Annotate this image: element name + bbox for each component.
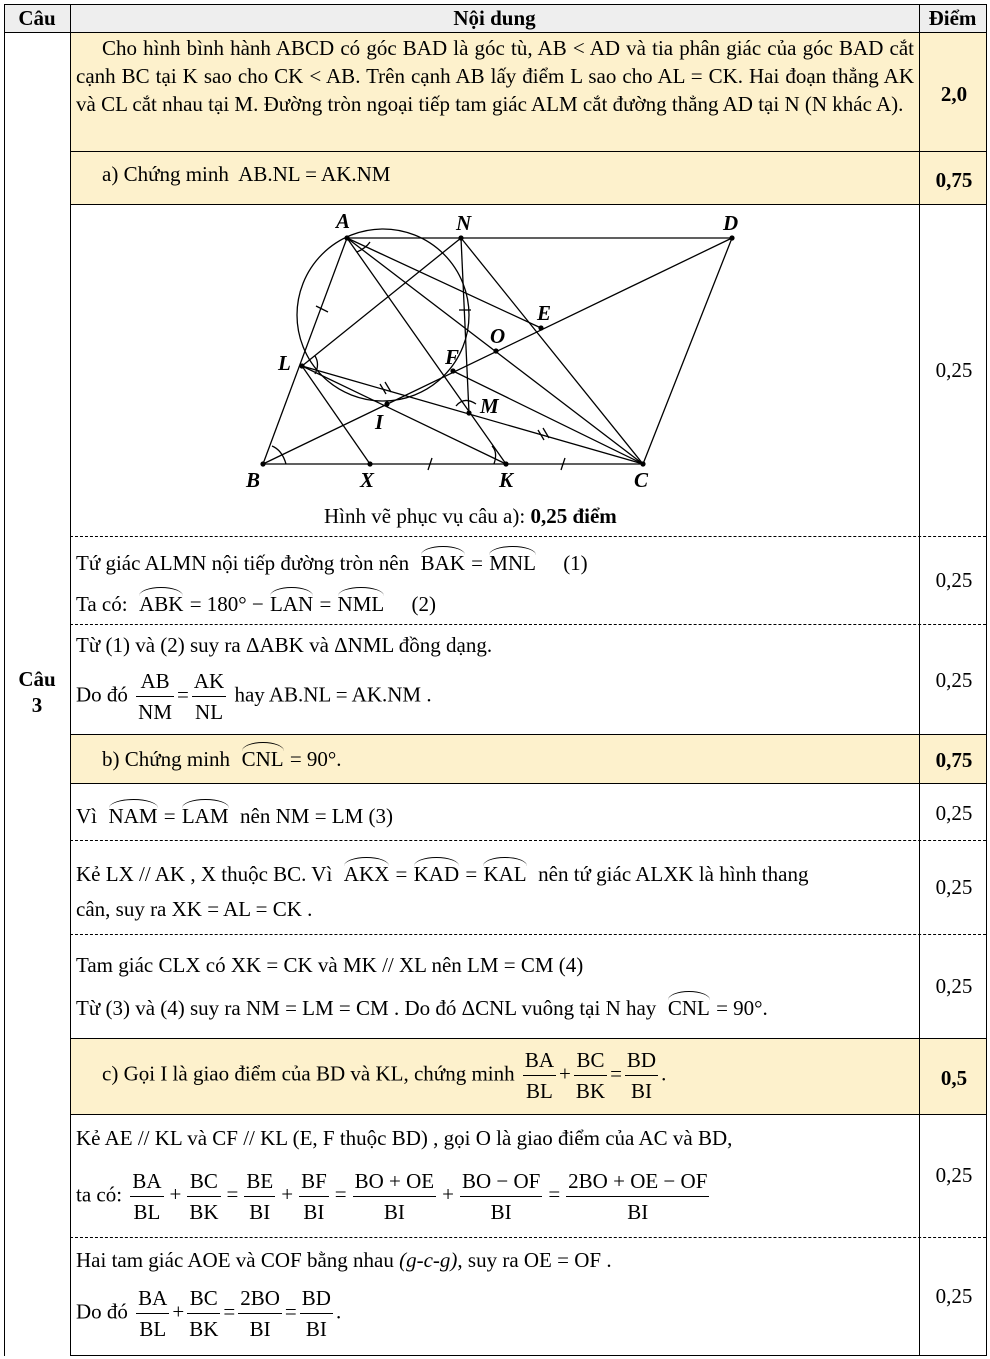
angle-AKX: AKX: [343, 862, 390, 886]
grid-col1: [70, 4, 71, 1356]
s4-end: .: [335, 1299, 342, 1324]
dot-I: [384, 401, 389, 406]
part-a-s1-eq: =: [471, 551, 484, 575]
figure-caption-text: Hình vẽ phục vụ câu a):: [324, 504, 526, 528]
part-a-step2-line2: [76, 666, 432, 727]
dot-E: [538, 325, 543, 330]
part-b-s1-eq: =: [163, 804, 176, 828]
figure-caption: [324, 502, 617, 530]
label-N: N: [456, 211, 472, 235]
part-c-s3-text: Hai tam giác AOE và COF bằng nhau: [76, 1248, 394, 1272]
title-end: .: [661, 1061, 667, 1086]
chain-fraction: $\frac{BC}{BK}$: [187, 1166, 220, 1227]
part-a-title-formula: AB.NL = AK.NM: [238, 162, 391, 186]
dot-D: [729, 235, 734, 240]
part-b-step2-line1: [76, 860, 808, 888]
angle-MNL: MNL: [489, 551, 536, 575]
label-I: I: [375, 410, 384, 434]
op-eq-2: =: [223, 1299, 236, 1324]
part-a-s2-tag: (2): [411, 592, 436, 616]
part-c-step2-line2: [76, 1283, 341, 1344]
angle-mark-M: [456, 400, 476, 406]
frac-2BO-BI: $\frac{2BO}{BI}$: [238, 1283, 282, 1344]
part-a-s1-text: Tứ giác ALMN nội tiếp đường tròn nên: [76, 551, 410, 575]
part-a-s2-eq: =: [319, 592, 332, 616]
fraction-chain: [127, 1169, 712, 1224]
part-b-points: 0,75: [935, 748, 973, 772]
part-b-step3-line2: [76, 994, 768, 1022]
op-eq-3: =: [284, 1299, 297, 1324]
part-b-s2-eq2: =: [465, 862, 478, 886]
angle-KAD: KAD: [413, 862, 460, 886]
part-b-step1: [76, 802, 393, 830]
dot-F: [450, 368, 455, 373]
dot-L: [299, 363, 304, 368]
dash-sep-5: [70, 1237, 986, 1238]
part-a-step1-points: 0,25: [935, 568, 973, 592]
frac-BD-BI-2: $\frac{BD}{BI}$: [300, 1283, 333, 1344]
geometry-figure: [220, 206, 780, 496]
part-b-s1-text: Vì: [76, 804, 97, 828]
dash-sep-4: [70, 934, 986, 935]
row-sep-problem: [70, 151, 986, 152]
problem-points: 2,0: [940, 82, 968, 106]
chain-operator: +: [281, 1182, 294, 1207]
part-c-title-text: c) Gọi I là giao điểm của BD và KL, chứng minh: [102, 1061, 515, 1086]
header-points: Điểm: [928, 6, 977, 30]
angle-mark-B: [272, 446, 286, 464]
row-sep-part-b-top: [70, 734, 986, 735]
frac-AK-NL: $\frac{AK}{NL}$: [192, 666, 226, 727]
part-a-step2-line1: Từ (1) và (2) suy ra ΔABK và ΔNML đồng dạng.: [76, 633, 493, 657]
grid-col2: [919, 4, 920, 1356]
label-B: B: [246, 468, 261, 492]
op-plus-2: +: [172, 1299, 185, 1324]
dash-sep-3: [70, 840, 986, 841]
part-c-s4-text: Do đó: [76, 1299, 128, 1324]
dot-X: [367, 461, 372, 466]
part-c-step2-line1: [76, 1246, 612, 1274]
part-c-s3-italic: (g-c-g): [399, 1248, 458, 1272]
part-b-step2-points: 0,25: [935, 875, 973, 899]
label-D: D: [723, 211, 739, 235]
seg-NC: [461, 238, 643, 464]
label-A: A: [336, 209, 351, 233]
dot-C: [640, 461, 645, 466]
part-a-s2-text: Ta có:: [76, 592, 128, 616]
problem-text: Cho hình bình hành ABCD có góc BAD là góc tù, AB < AD và tia phân giác của góc BAD cắt cạnh BC tại K sao cho CK < AB. Trên cạnh AB lấy điểm L sao cho AL = CK. Hai đoạn thẳng AK và CL cắt nhau tại M. Đường tròn ngoại tiếp tam giác ALM cắt đường thẳng AD tại N (N khác A).: [76, 36, 914, 116]
part-a-s4-text: Do đó: [76, 682, 128, 707]
chain-operator: +: [169, 1182, 182, 1207]
row-sep-part-c: [70, 1114, 986, 1115]
header-content: Nội dung: [453, 6, 536, 30]
dot-B: [260, 461, 265, 466]
label-F: F: [445, 345, 460, 369]
angle-NML: NML: [337, 592, 385, 616]
label-X: X: [360, 468, 375, 492]
part-a-s4-post: hay AB.NL = AK.NM .: [234, 682, 432, 707]
grid-bottom: [70, 1355, 986, 1356]
part-a-s2-mid: = 180° −: [189, 592, 264, 616]
label-O: O: [490, 324, 506, 348]
part-b-s2-text: Kẻ LX // AK , X thuộc BC. Vì: [76, 862, 333, 886]
seg-DC: [643, 238, 732, 464]
grid-right: [986, 4, 987, 1356]
part-b-step3-points: 0,25: [935, 974, 973, 998]
part-c-step1-line1: Kẻ AE // KL và CF // KL (E, F thuộc BD) , gọi O là giao điểm của AC và BD,: [76, 1126, 733, 1150]
chain-fraction: $\frac{BO - OF}{BI}$: [460, 1166, 542, 1227]
seg-LK: [302, 366, 506, 464]
part-c-points: 0,5: [940, 1066, 968, 1090]
frac-BA-BL-2: $\frac{BA}{BL}$: [136, 1283, 169, 1344]
part-a-s1-tag: (1): [563, 551, 588, 575]
part-c-s2-text: ta có:: [76, 1182, 123, 1207]
row-sep-part-c-top: [70, 1038, 986, 1039]
dash-sep-2: [70, 624, 986, 625]
dot-K: [503, 461, 508, 466]
figure-caption-points: 0,25 điểm: [530, 504, 617, 528]
row-sep-part-a: [70, 204, 986, 205]
chain-operator: =: [548, 1182, 561, 1207]
figure-points: 0,25: [935, 358, 973, 382]
part-b-step1-points: 0,25: [935, 801, 973, 825]
dash-sep-1: [70, 536, 986, 537]
angle-LAN: LAN: [270, 592, 314, 616]
part-a-title-text: a) Chứng minh: [102, 162, 229, 186]
dot-M: [466, 410, 471, 415]
part-a-s4-eq: =: [177, 682, 189, 707]
part-b-s1-post: nên NM = LM (3): [240, 804, 394, 828]
chain-operator: =: [334, 1182, 347, 1207]
frac-BC-BK: $\frac{BC}{BK}$: [574, 1045, 607, 1106]
part-c-step2-points: 0,25: [935, 1284, 973, 1308]
label-C: C: [634, 468, 649, 492]
part-a-step1-line2: [76, 590, 436, 618]
chain-fraction: $\frac{BE}{BI}$: [244, 1166, 275, 1227]
question-label: [4, 666, 70, 718]
part-c-s3-post: , suy ra OE = OF .: [457, 1248, 612, 1272]
label-L: L: [278, 351, 291, 375]
op-plus: +: [559, 1061, 571, 1086]
question-label-word: Câu: [18, 667, 56, 691]
part-b-step3-line1: Tam giác CLX có XK = CK và MK // XL nên LM = CM (4): [76, 953, 584, 977]
dot-N: [458, 235, 463, 240]
part-c-step1-points: 0,25: [935, 1163, 973, 1187]
frac-AB-NM: $\frac{AB}{NM}$: [136, 666, 174, 727]
part-b-title-text: b) Chứng minh: [102, 747, 231, 771]
chain-fraction: $\frac{BA}{BL}$: [130, 1166, 163, 1227]
part-b-step2-line2: cân, suy ra XK = AL = CK .: [76, 897, 313, 921]
part-a-points: 0,75: [935, 168, 973, 192]
angle-CNL: CNL: [241, 747, 284, 771]
part-a-title: [102, 160, 390, 188]
label-M: M: [480, 394, 499, 418]
question-label-number: 3: [31, 693, 43, 717]
chain-operator: +: [442, 1182, 454, 1207]
seg-LX: [302, 366, 370, 464]
seg-LN: [302, 238, 461, 366]
chain-fraction: $\frac{2BO + OE - OF}{BI}$: [566, 1166, 709, 1227]
seg-AK: [347, 238, 506, 464]
angle-ABK: ABK: [139, 592, 184, 616]
grid-header-bottom: [4, 32, 986, 33]
frac-BD-BI: $\frac{BD}{BI}$: [625, 1045, 658, 1106]
part-b-s2-eq1: =: [395, 862, 408, 886]
part-b-s4-post: = 90°.: [716, 996, 768, 1020]
part-b-s4-text: Từ (3) và (4) suy ra NM = LM = CM . Do đó ΔCNL vuông tại N hay: [76, 996, 657, 1020]
label-K: K: [499, 468, 514, 492]
part-b-s2-post: nên tứ giác ALXK là hình thang: [538, 862, 809, 886]
part-c-step1-line2: [76, 1166, 712, 1227]
header-question: Câu: [18, 6, 56, 30]
angle-LAM: LAM: [181, 804, 229, 828]
part-b-title: [102, 745, 342, 773]
chain-fraction: $\frac{BO + OE}{BI}$: [353, 1166, 437, 1227]
part-a-step1-line1: [76, 549, 588, 577]
angle-CNL-2: CNL: [667, 996, 710, 1020]
dot-O: [493, 348, 498, 353]
op-eq: =: [610, 1061, 622, 1086]
part-c-title: [102, 1045, 666, 1106]
angle-mark-L: [315, 356, 318, 374]
angle-KAL: KAL: [483, 862, 527, 886]
angle-BAK: BAK: [420, 551, 465, 575]
chain-fraction: $\frac{BF}{BI}$: [299, 1166, 329, 1227]
part-a-step2-points: 0,25: [935, 668, 973, 692]
chain-operator: =: [226, 1182, 239, 1207]
frac-BA-BL: $\frac{BA}{BL}$: [523, 1045, 556, 1106]
angle-NAM: NAM: [108, 804, 158, 828]
frac-BC-BK-2: $\frac{BC}{BK}$: [187, 1283, 220, 1344]
row-sep-part-b: [70, 783, 986, 784]
dot-A: [344, 235, 349, 240]
label-E: E: [537, 301, 552, 325]
part-b-title-post: = 90°.: [289, 747, 342, 771]
